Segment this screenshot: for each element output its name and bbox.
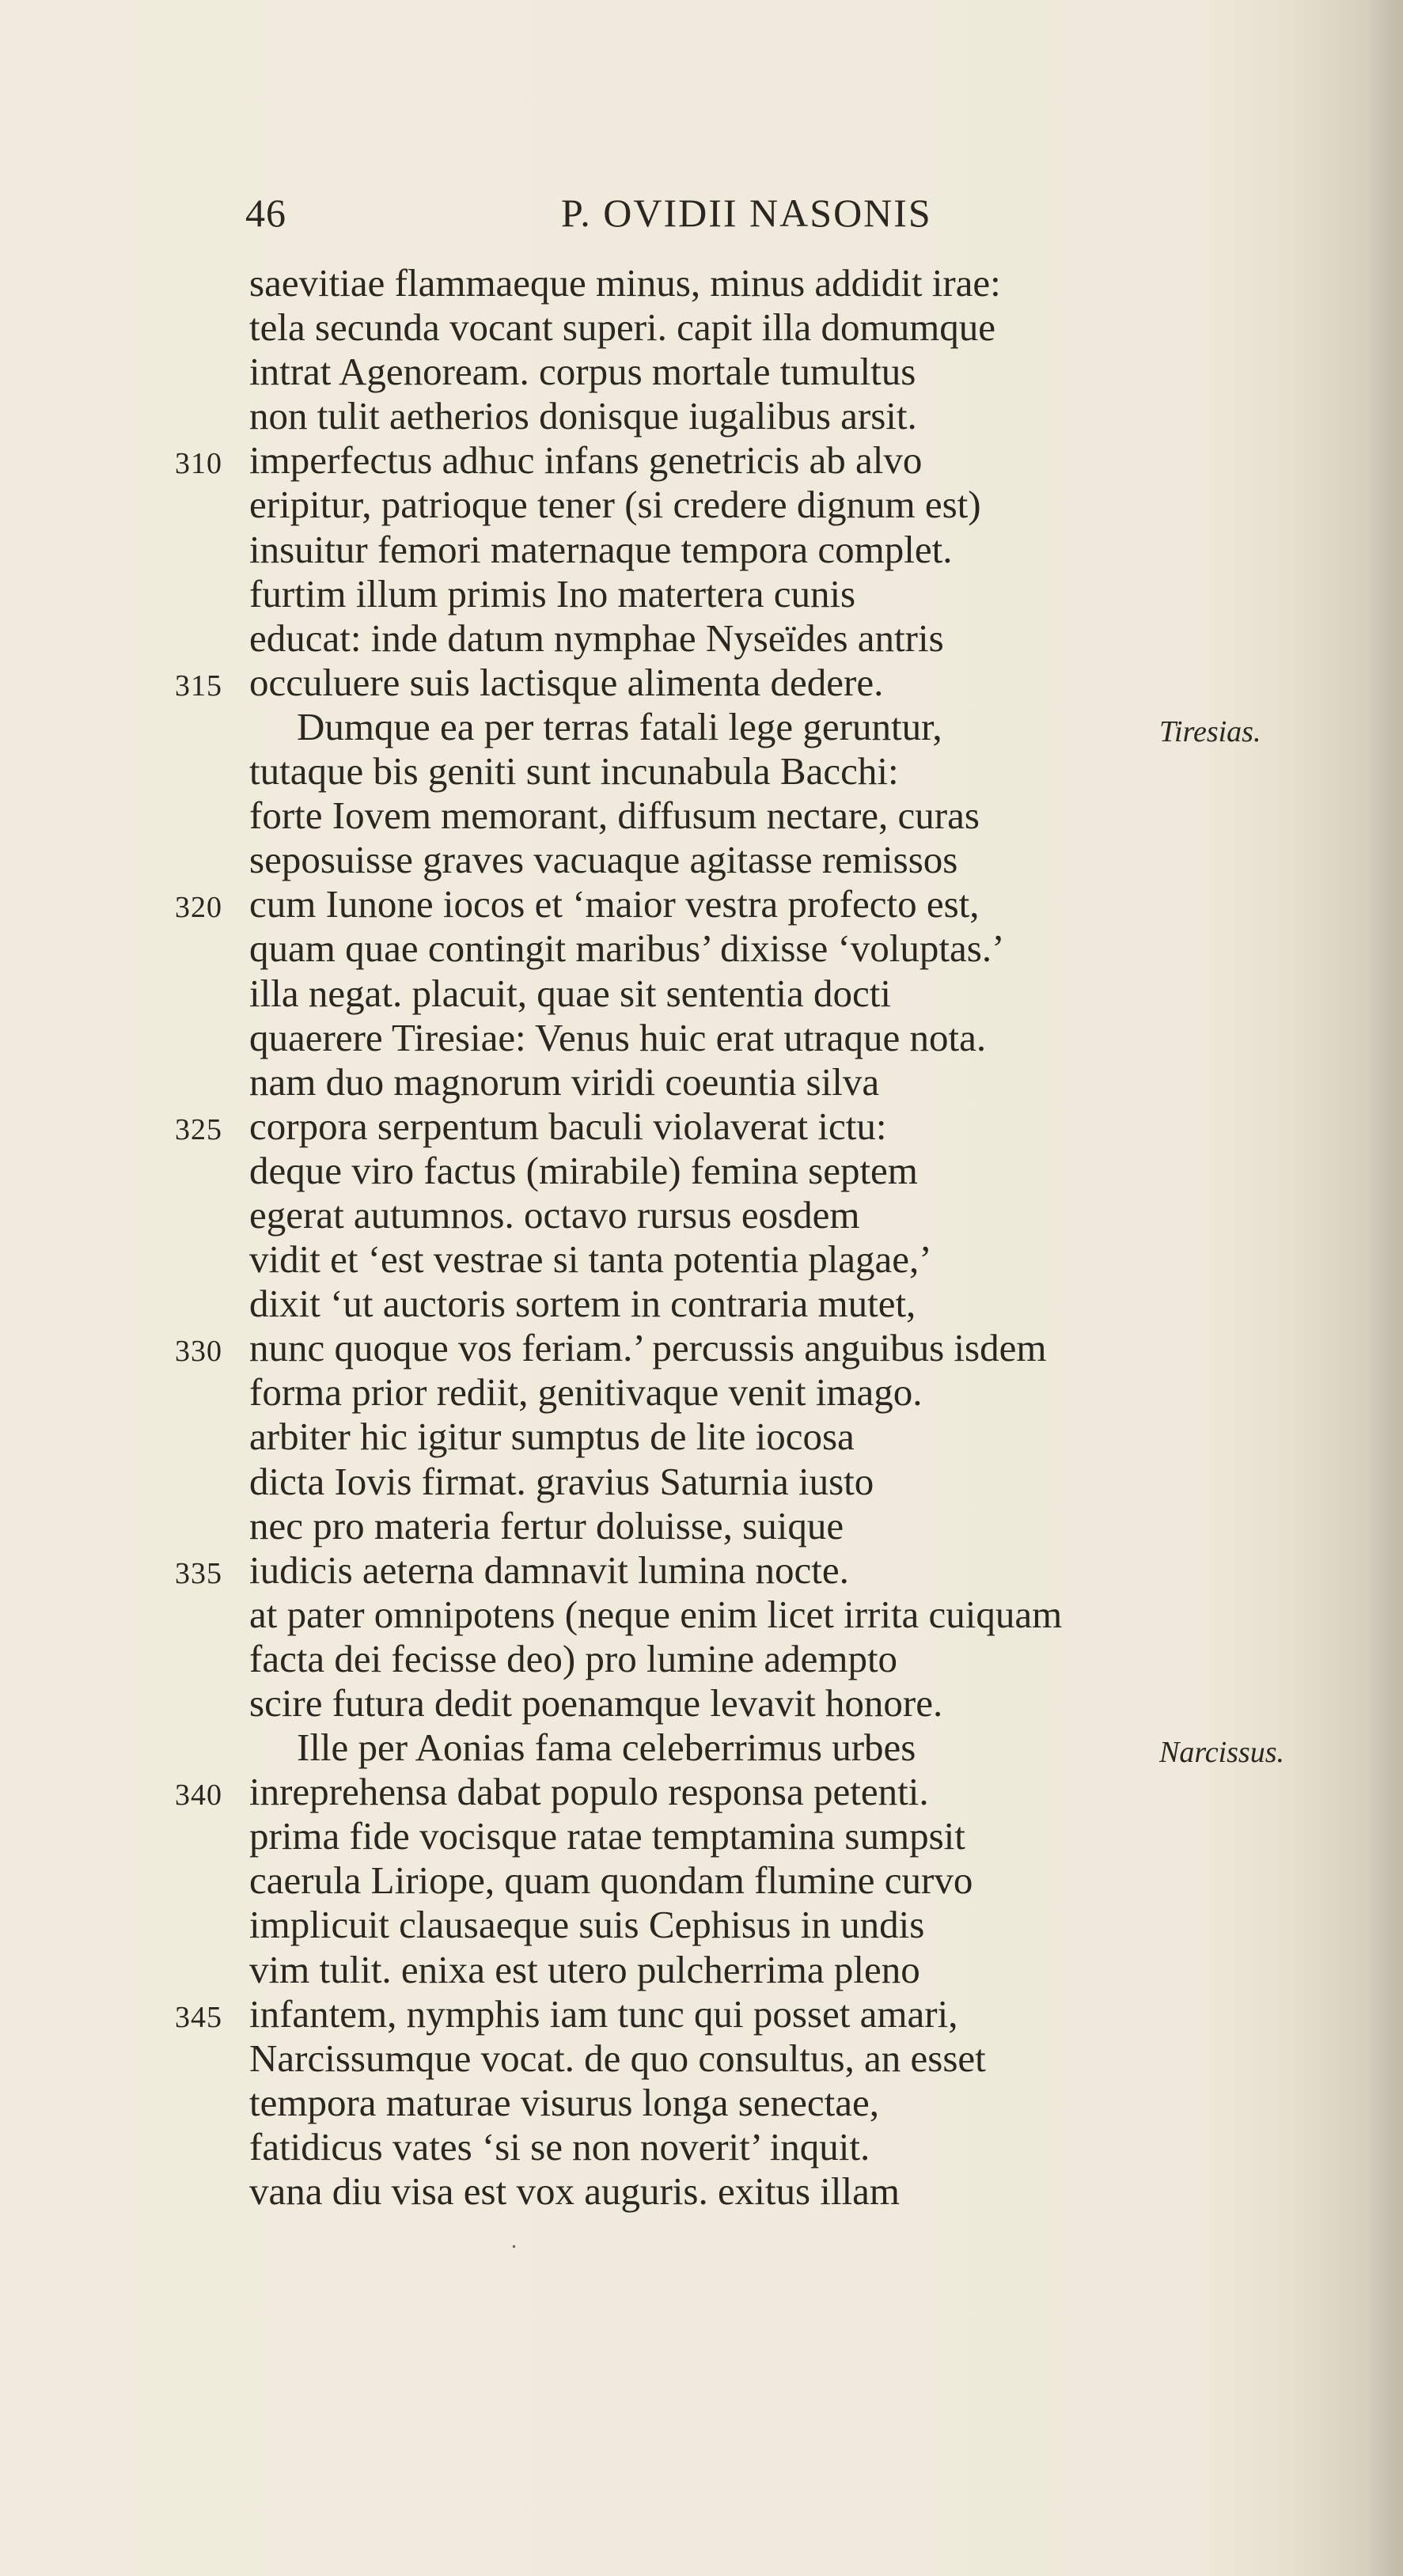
- verse-line-text: cum Iunone iocos et ‘maior vestra profecto est,: [249, 882, 980, 926]
- line-number: 310: [175, 447, 222, 481]
- verse-line: [249, 1193, 1278, 1237]
- verse-line-text: nunc quoque vos feriam.’ percussis anguibus isdem: [249, 1326, 1047, 1370]
- decorative-dot: [513, 2245, 515, 2248]
- verse-line-text: illa negat. placuit, quae sit sententia docti: [249, 971, 891, 1015]
- verse-line: [249, 1948, 1278, 1992]
- verse-line-text: tela secunda vocant superi. capit illa domumque: [249, 305, 995, 350]
- verse-line-text: vana diu visa est vox auguris. exitus illam: [249, 2169, 900, 2214]
- verse-line-text: dixit ‘ut auctoris sortem in contraria mutet,: [249, 1282, 916, 1326]
- verse-line: [249, 1016, 1278, 1060]
- verse-line: [175, 1326, 1278, 1370]
- verse-line-text: non tulit aetherios donisque iugalibus arsit.: [249, 394, 917, 438]
- verse-line-text: seposuisse graves vacuaque agitasse remissos: [249, 838, 958, 882]
- verse-line: [175, 1991, 1278, 2036]
- verse-line: [249, 1726, 1285, 1770]
- verse-line-text: at pater omnipotens (neque enim licet irrita cuiquam: [249, 1592, 1063, 1636]
- verse-line: [249, 1504, 1278, 1548]
- verse-line: [249, 705, 1278, 749]
- marginal-note: Narcissus.: [1159, 1736, 1285, 1770]
- verse-line: [249, 972, 1278, 1016]
- verse-line: [249, 305, 1278, 350]
- line-number: 340: [175, 1779, 222, 1813]
- verse-line: [249, 2125, 1278, 2169]
- verse-line-text: forma prior rediit, genitivaque venit imago.: [249, 1370, 923, 1415]
- verse-line: [249, 1149, 1278, 1193]
- verse-line-text: occuluere suis lactisque alimenta dedere.: [249, 660, 884, 704]
- verse-line: [249, 1814, 1278, 1858]
- verse-line: [249, 838, 1278, 882]
- verse-line: [249, 749, 1278, 794]
- verse-line-text: inreprehensa dabat populo responsa petenti.: [249, 1770, 929, 1814]
- verse-line-text: facta dei fecisse deo) pro lumine adempto: [249, 1636, 898, 1680]
- verse-line: [175, 1770, 1278, 1814]
- verse-line-text: eripitur, patrioque tener (si credere dignum est): [249, 483, 981, 527]
- verse-line: [249, 2036, 1278, 2081]
- verse-line: [249, 394, 1278, 438]
- verse-line-text: educat: inde datum nymphae Nyseïdes antris: [249, 616, 944, 660]
- verse-line: [249, 1370, 1278, 1415]
- verse-line-text: caerula Liriope, quam quondam flumine curvo: [249, 1858, 973, 1903]
- verse-line: [249, 1637, 1278, 1681]
- verse-line: [249, 1460, 1278, 1504]
- page-header: [245, 190, 1290, 245]
- verse-line: [249, 572, 1278, 616]
- line-number: 335: [175, 1556, 222, 1590]
- verse-line-text: fatidicus vates ‘si se non noverit’ inquit.: [249, 2124, 870, 2169]
- verse-line-text: egerat autumnos. octavo rursus eosdem: [249, 1192, 860, 1237]
- page-number: 46: [245, 191, 286, 235]
- page-edge-shadow: [1367, 0, 1403, 2576]
- verse-line: [249, 794, 1278, 838]
- line-number: 325: [175, 1112, 222, 1146]
- verse-line-text: furtim illum primis Ino matertera cunis: [249, 571, 856, 616]
- verse-line-text: nec pro materia fertur doluisse, suique: [249, 1503, 844, 1547]
- verse-line-text: iudicis aeterna damnavit lumina nocte.: [249, 1547, 849, 1592]
- line-number: 320: [175, 891, 222, 925]
- verse-line-text: scire futura dedit poenamque levavit honore.: [249, 1681, 943, 1725]
- verse-line-text: nam duo magnorum viridi coeuntia silva: [249, 1059, 880, 1104]
- verse-line: [175, 1104, 1278, 1149]
- verse-line: [249, 1415, 1278, 1459]
- verse-line-text: implicuit clausaeque suis Cephisus in undis: [249, 1903, 925, 1947]
- verse-text: [175, 261, 1285, 2214]
- verse-line: [175, 660, 1278, 705]
- verse-line-text: arbiter hic igitur sumptus de lite iocosa: [249, 1415, 855, 1459]
- verse-line: [249, 1060, 1278, 1104]
- line-number: 315: [175, 669, 222, 703]
- verse-line-text: infantem, nymphis iam tunc qui posset amari,: [249, 1991, 958, 2036]
- line-number: 345: [175, 2000, 222, 2034]
- verse-line: [249, 2169, 1278, 2214]
- verse-line: [249, 1282, 1278, 1326]
- verse-line-text: tutaque bis geniti sunt incunabula Bacchi:: [249, 749, 899, 794]
- verse-line-text: deque viro factus (mirabile) femina septem: [249, 1148, 918, 1192]
- verse-line: [249, 926, 1278, 971]
- verse-line-text: quaerere Tiresiae: Venus huic erat utraque nota.: [249, 1015, 987, 1059]
- verse-line-text: vim tulit. enixa est utero pulcherrima pleno: [249, 1947, 920, 1991]
- verse-line-text: intrat Agenoream. corpus mortale tumultus: [249, 350, 916, 394]
- verse-line-text: forte Iovem memorant, diffusum nectare, curas: [249, 794, 980, 838]
- verse-line-text: quam quae contingit maribus’ dixisse ‘voluptas.’: [249, 926, 1005, 971]
- verse-line-text: insuitur femori maternaque tempora complet.: [249, 527, 953, 571]
- verse-line: [249, 1681, 1278, 1726]
- verse-line-text: Ille per Aonias fama celeberrimus urbes: [297, 1726, 916, 1770]
- verse-line: [175, 1547, 1278, 1593]
- verse-line-text: prima fide vocisque ratae temptamina sumpsit: [249, 1814, 965, 1858]
- verse-line: [249, 1858, 1278, 1903]
- verse-line-text: imperfectus adhuc infans genetricis ab alvo: [249, 438, 923, 483]
- verse-line: [175, 438, 1278, 483]
- verse-line: [249, 261, 1278, 305]
- running-title: P. OVIDII NASONIS: [561, 191, 932, 235]
- verse-line: [249, 1593, 1278, 1637]
- verse-line: [249, 616, 1278, 661]
- verse-line-text: corpora serpentum baculi violaverat ictu:: [249, 1104, 887, 1148]
- verse-line: [175, 882, 1278, 926]
- verse-line: [249, 1237, 1278, 1282]
- verse-line: [249, 350, 1278, 394]
- verse-line-text: tempora maturae visurus longa senectae,: [249, 2080, 879, 2124]
- verse-line-text: Narcissumque vocat. de quo consultus, an esset: [249, 2036, 986, 2080]
- marginal-note: Tiresias.: [1159, 714, 1261, 748]
- line-number: 330: [175, 1335, 222, 1369]
- verse-line: [249, 2081, 1278, 2125]
- verse-line: [249, 1903, 1278, 1947]
- verse-line-text: Dumque ea per terras fatali lege geruntur,: [297, 704, 942, 748]
- verse-line-text: saevitiae flammaeque minus, minus addidit irae:: [249, 261, 1001, 305]
- verse-line: [249, 528, 1278, 572]
- verse-line-text: vidit et ‘est vestrae si tanta potentia plagae,’: [249, 1237, 932, 1282]
- verse-line: [249, 483, 1278, 527]
- verse-line-text: dicta Iovis firmat. gravius Saturnia iusto: [249, 1459, 874, 1503]
